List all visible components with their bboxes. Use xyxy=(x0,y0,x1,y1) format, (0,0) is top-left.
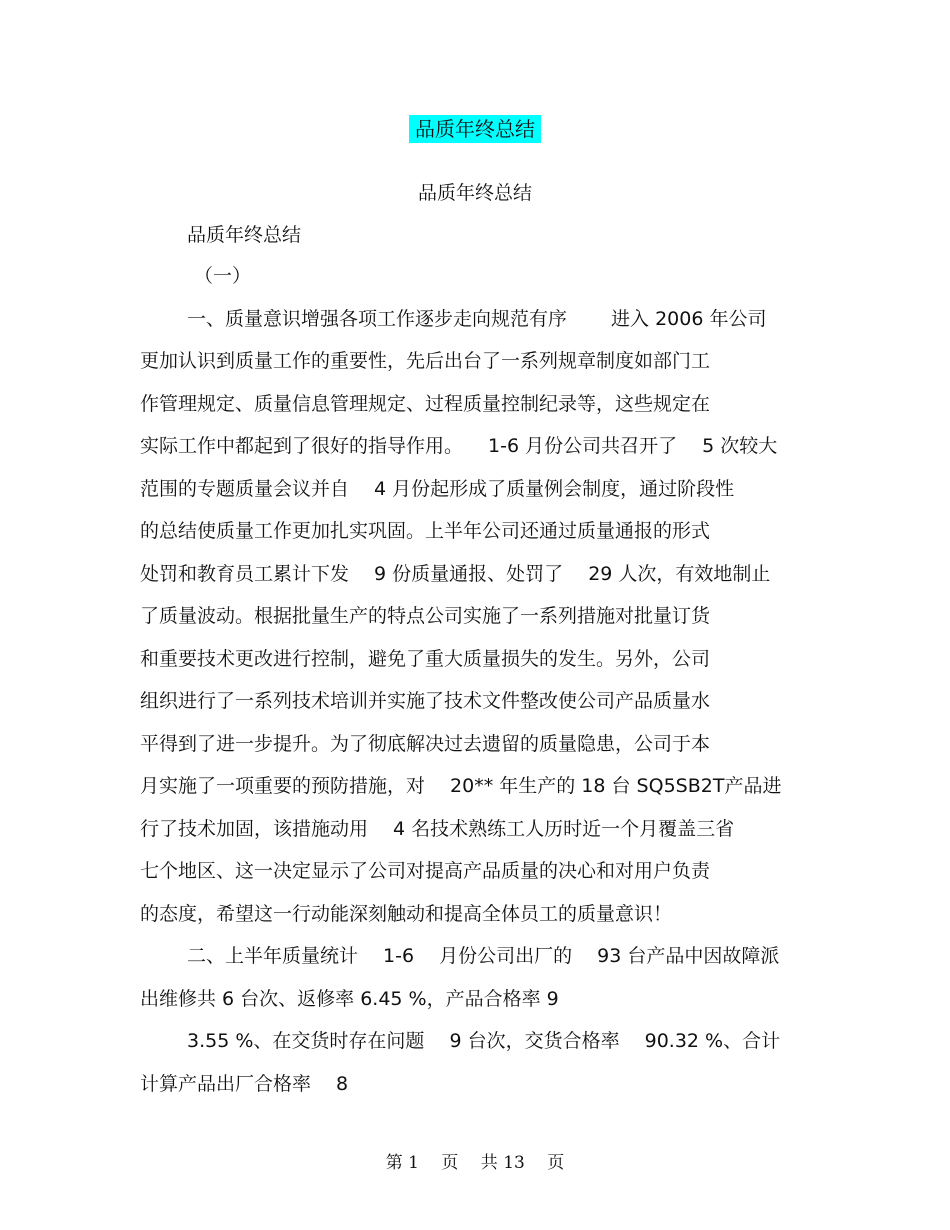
body-line: 计算产品出厂合格率 8 xyxy=(140,1073,349,1095)
section-marker: （一） xyxy=(194,265,252,287)
document-title xyxy=(0,114,950,144)
page-number-footer: 第 1 页 共 13 页 xyxy=(385,1153,565,1173)
body-line: 行了技术加固，该措施动用 4 名技术熟练工人历时近一个月覆盖三省 xyxy=(140,818,735,840)
document-subtitle: 品质年终总结 xyxy=(417,182,532,204)
body-line: 更加认识到质量工作的重要性，先后出台了一系列规章制度如部门工 xyxy=(140,350,711,372)
body-line: 月实施了一项重要的预防措施，对 20** 年生产的 18 台 SQ5SB2T产品进 xyxy=(140,775,782,797)
body-line: 出维修共 6 台次、返修率 6.45 %，产品合格率 9 xyxy=(140,988,559,1010)
body-line: 和重要技术更改进行控制，避免了重大质量损失的发生。另外，公司 xyxy=(140,648,711,670)
highlighted-title: 品质年终总结 xyxy=(409,115,541,143)
body-line: 3.55 %、在交货时存在问题 9 台次，交货合格率 90.32 %、合计 xyxy=(187,1030,781,1052)
body-line: 作管理规定、质量信息管理规定、过程质量控制纪录等，这些规定在 xyxy=(140,393,711,415)
body-line: 了质量波动。根据批量生产的特点公司实施了一系列措施对批量订货 xyxy=(140,605,711,627)
body-line: 二、上半年质量统计 1-6 月份公司出厂的 93 台产品中因故障派 xyxy=(187,945,780,967)
body-line: 七个地区、这一决定显示了公司对提高产品质量的决心和对用户负责 xyxy=(140,860,711,882)
body-line: 一、质量意识增强各项工作逐步走向规范有序 进入 2006 年公司 xyxy=(187,308,767,330)
body-line: 处罚和教育员工累计下发 9 份质量通报、处罚了 29 人次，有效地制止 xyxy=(140,563,771,585)
body-line: 的总结使质量工作更加扎实巩固。上半年公司还通过质量通报的形式 xyxy=(140,520,711,542)
body-line: 平得到了进一步提升。为了彻底解决过去遗留的质量隐患，公司于本 xyxy=(140,733,711,755)
body-line: 的态度，希望这一行动能深刻触动和提高全体员工的质量意识！ xyxy=(140,903,673,925)
body-line: 实际工作中都起到了很好的指导作用。 1-6 月份公司共召开了 5 次较大 xyxy=(140,435,778,457)
body-line: 范围的专题质量会议并自 4 月份起形成了质量例会制度，通过阶段性 xyxy=(140,478,735,500)
body-line: 组织进行了一系列技术培训并实施了技术文件整改使公司产品质量水 xyxy=(140,690,711,712)
section-heading: 品质年终总结 xyxy=(187,224,302,246)
